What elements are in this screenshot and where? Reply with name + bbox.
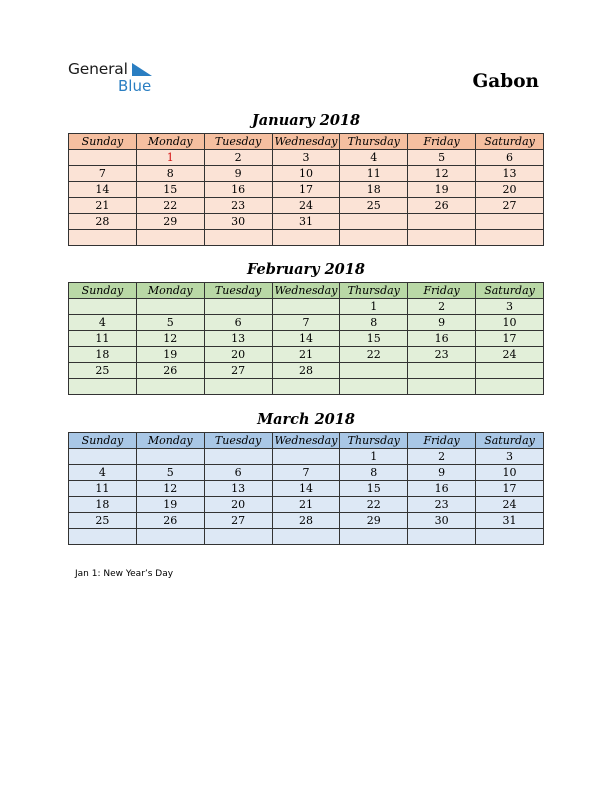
day-cell: 5 — [136, 315, 204, 331]
day-cell: 18 — [69, 347, 137, 363]
weekday-tuesday: Tuesday — [204, 433, 272, 449]
day-cell: 3 — [476, 449, 544, 465]
day-cell: 23 — [408, 347, 476, 363]
day-cell: 2 — [408, 299, 476, 315]
day-cell: 7 — [272, 315, 340, 331]
day-cell — [272, 529, 340, 545]
weekday-sunday: Sunday — [69, 433, 137, 449]
brand-logo — [68, 60, 168, 96]
day-cell: 6 — [204, 465, 272, 481]
day-cell: 16 — [408, 481, 476, 497]
weekday-tuesday: Tuesday — [204, 134, 272, 150]
weekday-header-row — [69, 283, 544, 299]
day-cell — [476, 214, 544, 230]
logo-flag-icon — [131, 63, 153, 77]
day-cell — [204, 529, 272, 545]
day-cell: 29 — [136, 214, 204, 230]
day-cell: 18 — [340, 182, 408, 198]
day-cell: 25 — [69, 513, 137, 529]
holiday-note: Jan 1: New Year’s Day — [75, 569, 174, 579]
day-cell — [69, 449, 137, 465]
weekday-saturday: Saturday — [476, 283, 544, 299]
day-cell: 27 — [204, 513, 272, 529]
day-cell: 21 — [69, 198, 137, 214]
month-title-february: February 2018 — [247, 261, 365, 278]
weekday-saturday: Saturday — [476, 134, 544, 150]
day-cell: 20 — [476, 182, 544, 198]
day-cell: 14 — [272, 481, 340, 497]
day-cell: 20 — [204, 497, 272, 513]
week-row — [69, 481, 544, 497]
week-row — [69, 379, 544, 395]
weekday-wednesday: Wednesday — [272, 433, 340, 449]
calendar-body-february — [69, 299, 544, 395]
day-cell: 10 — [476, 465, 544, 481]
day-cell — [340, 230, 408, 246]
day-cell: 5 — [136, 465, 204, 481]
day-cell: 27 — [476, 198, 544, 214]
weekday-sunday: Sunday — [69, 134, 137, 150]
day-cell: 26 — [136, 363, 204, 379]
week-row — [69, 315, 544, 331]
day-cell: 4 — [69, 465, 137, 481]
day-cell — [136, 299, 204, 315]
day-cell — [204, 230, 272, 246]
month-title-march: March 2018 — [257, 411, 355, 428]
weekday-wednesday: Wednesday — [272, 283, 340, 299]
day-cell: 16 — [408, 331, 476, 347]
calendar-body-march — [69, 449, 544, 545]
day-cell: 19 — [136, 347, 204, 363]
day-cell: 8 — [340, 315, 408, 331]
day-cell — [69, 529, 137, 545]
day-cell: 11 — [340, 166, 408, 182]
day-cell: 28 — [69, 214, 137, 230]
logo-word-blue: Blue — [118, 77, 152, 95]
day-cell: 13 — [204, 481, 272, 497]
day-cell — [476, 529, 544, 545]
day-cell: 2 — [204, 150, 272, 166]
week-row — [69, 331, 544, 347]
day-cell: 5 — [408, 150, 476, 166]
day-cell: 15 — [136, 182, 204, 198]
week-row — [69, 299, 544, 315]
day-cell: 6 — [476, 150, 544, 166]
day-cell: 19 — [136, 497, 204, 513]
day-cell: 7 — [69, 166, 137, 182]
day-cell: 25 — [69, 363, 137, 379]
day-cell: 14 — [272, 331, 340, 347]
week-row — [69, 465, 544, 481]
weekday-tuesday: Tuesday — [204, 283, 272, 299]
day-cell: 11 — [69, 481, 137, 497]
day-cell — [408, 363, 476, 379]
day-cell — [340, 379, 408, 395]
week-row — [69, 497, 544, 513]
week-row — [69, 150, 544, 166]
day-cell: 26 — [136, 513, 204, 529]
day-cell: 1 — [340, 299, 408, 315]
weekday-sunday: Sunday — [69, 283, 137, 299]
day-cell: 3 — [476, 299, 544, 315]
day-cell: 12 — [408, 166, 476, 182]
day-cell: 1 — [340, 449, 408, 465]
day-cell — [69, 150, 137, 166]
week-row — [69, 347, 544, 363]
day-cell: 10 — [476, 315, 544, 331]
day-cell: 15 — [340, 331, 408, 347]
day-cell: 22 — [340, 347, 408, 363]
day-cell — [69, 230, 137, 246]
day-cell: 8 — [136, 166, 204, 182]
weekday-monday: Monday — [136, 283, 204, 299]
weekday-friday: Friday — [408, 134, 476, 150]
week-row — [69, 529, 544, 545]
week-row — [69, 166, 544, 182]
day-cell: 19 — [408, 182, 476, 198]
day-cell — [204, 299, 272, 315]
day-cell — [340, 214, 408, 230]
day-cell: 30 — [408, 513, 476, 529]
day-cell: 20 — [204, 347, 272, 363]
day-cell: 17 — [476, 481, 544, 497]
day-cell: 23 — [204, 198, 272, 214]
day-cell — [204, 449, 272, 465]
day-cell: 22 — [340, 497, 408, 513]
day-cell — [69, 379, 137, 395]
day-cell — [408, 214, 476, 230]
weekday-saturday: Saturday — [476, 433, 544, 449]
day-cell: 28 — [272, 363, 340, 379]
week-row — [69, 230, 544, 246]
day-cell — [136, 379, 204, 395]
day-cell: 6 — [204, 315, 272, 331]
day-cell: 27 — [204, 363, 272, 379]
day-cell: 7 — [272, 465, 340, 481]
day-cell: 18 — [69, 497, 137, 513]
day-cell: 28 — [272, 513, 340, 529]
day-cell: 24 — [476, 497, 544, 513]
weekday-header-row — [69, 134, 544, 150]
weekday-friday: Friday — [408, 283, 476, 299]
day-cell: 9 — [408, 465, 476, 481]
week-row — [69, 198, 544, 214]
month-title-january: January 2018 — [251, 112, 361, 129]
day-cell — [476, 363, 544, 379]
day-cell — [272, 230, 340, 246]
day-cell — [476, 379, 544, 395]
week-row — [69, 182, 544, 198]
day-cell: 4 — [340, 150, 408, 166]
country-name: Gabon — [472, 71, 539, 92]
week-row — [69, 214, 544, 230]
day-cell — [136, 230, 204, 246]
weekday-header-row — [69, 433, 544, 449]
day-cell: 24 — [272, 198, 340, 214]
day-cell: 31 — [272, 214, 340, 230]
day-cell: 4 — [69, 315, 137, 331]
day-cell — [408, 379, 476, 395]
day-cell — [69, 299, 137, 315]
day-cell: 16 — [204, 182, 272, 198]
day-cell: 9 — [204, 166, 272, 182]
day-cell-holiday: 1 — [136, 150, 204, 166]
calendar-body-january — [69, 150, 544, 246]
day-cell: 8 — [340, 465, 408, 481]
day-cell: 21 — [272, 347, 340, 363]
day-cell: 25 — [340, 198, 408, 214]
day-cell — [136, 529, 204, 545]
day-cell: 10 — [272, 166, 340, 182]
day-cell: 2 — [408, 449, 476, 465]
day-cell: 29 — [340, 513, 408, 529]
day-cell: 3 — [272, 150, 340, 166]
day-cell — [272, 449, 340, 465]
week-row — [69, 449, 544, 465]
weekday-monday: Monday — [136, 433, 204, 449]
day-cell — [136, 449, 204, 465]
day-cell: 12 — [136, 331, 204, 347]
weekday-monday: Monday — [136, 134, 204, 150]
day-cell: 21 — [272, 497, 340, 513]
day-cell: 13 — [204, 331, 272, 347]
day-cell: 31 — [476, 513, 544, 529]
day-cell — [272, 379, 340, 395]
day-cell: 14 — [69, 182, 137, 198]
logo-word-general: General — [68, 60, 128, 78]
day-cell — [204, 379, 272, 395]
week-row — [69, 513, 544, 529]
day-cell — [408, 230, 476, 246]
day-cell — [272, 299, 340, 315]
calendar-january — [68, 133, 544, 246]
day-cell — [408, 529, 476, 545]
day-cell: 24 — [476, 347, 544, 363]
weekday-thursday: Thursday — [340, 134, 408, 150]
day-cell: 9 — [408, 315, 476, 331]
day-cell: 17 — [272, 182, 340, 198]
day-cell — [340, 529, 408, 545]
day-cell — [340, 363, 408, 379]
day-cell: 30 — [204, 214, 272, 230]
day-cell: 22 — [136, 198, 204, 214]
weekday-thursday: Thursday — [340, 433, 408, 449]
day-cell: 11 — [69, 331, 137, 347]
day-cell — [476, 230, 544, 246]
day-cell: 12 — [136, 481, 204, 497]
day-cell: 13 — [476, 166, 544, 182]
day-cell: 15 — [340, 481, 408, 497]
day-cell: 23 — [408, 497, 476, 513]
weekday-thursday: Thursday — [340, 283, 408, 299]
calendar-march — [68, 432, 544, 545]
week-row — [69, 363, 544, 379]
weekday-wednesday: Wednesday — [272, 134, 340, 150]
weekday-friday: Friday — [408, 433, 476, 449]
calendar-february — [68, 282, 544, 395]
day-cell: 26 — [408, 198, 476, 214]
day-cell: 17 — [476, 331, 544, 347]
